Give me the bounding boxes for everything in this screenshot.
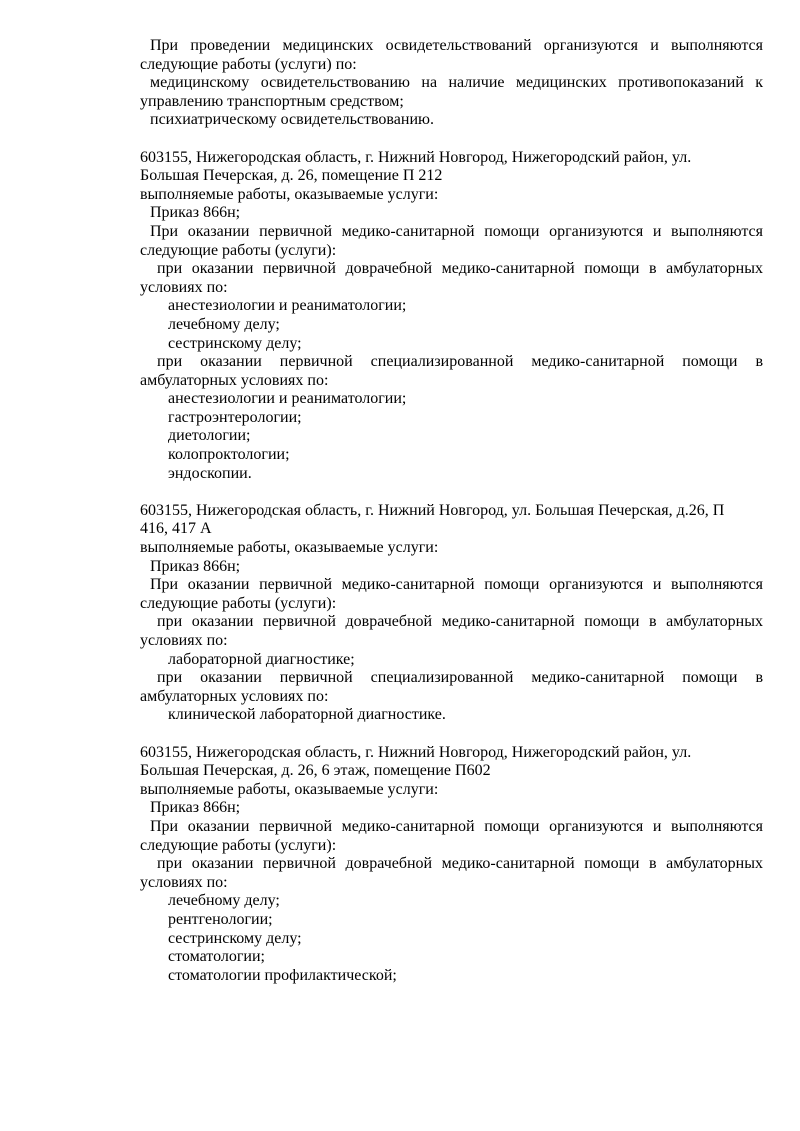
text-line: следующие работы (услуги):	[140, 241, 337, 259]
text-line: Приказ 866н;	[150, 799, 241, 817]
text-line: гастроэнтерологии;	[168, 408, 302, 426]
text-line: выполняемые работы, оказываемые услуги:	[140, 539, 439, 557]
text-line: сестринскому делу;	[168, 334, 302, 352]
text-line: 603155, Нижегородская область, г. Нижний Новгород, Нижегородский район, ул.	[140, 148, 692, 166]
text-line: сестринскому делу;	[168, 929, 302, 947]
text-line: 603155, Нижегородская область, г. Нижний Новгород, Нижегородский район, ул.	[140, 743, 692, 761]
text-line: условиях по:	[140, 278, 228, 296]
text-line: рентгенологии;	[168, 910, 273, 928]
text-line: стоматологии;	[168, 948, 265, 966]
text-line: при оказании первичной доврачебной медико-санитарной помощи в амбулаторных	[157, 855, 763, 873]
license-section-medical-examinations-block	[140, 37, 763, 130]
license-section-address-block-p212	[140, 149, 763, 484]
text-line: следующие работы (услуги) по:	[140, 55, 357, 73]
text-line: при оказании первичной доврачебной медико-санитарной помощи в амбулаторных	[157, 613, 763, 631]
text-line: медицинскому освидетельствованию на наличие медицинских противопоказаний к	[150, 74, 763, 92]
text-line: колопроктологии;	[168, 446, 290, 464]
text-line: При проведении медицинских освидетельствований организуются и выполняются	[150, 37, 763, 54]
text-line: при оказании первичной специализированной медико-санитарной помощи в	[157, 353, 763, 371]
text-line: выполняемые работы, оказываемые услуги:	[140, 185, 439, 203]
text-line: психиатрическому освидетельствованию.	[150, 111, 434, 129]
text-line: амбулаторных условиях по:	[140, 687, 329, 705]
text-line: лечебному делу;	[168, 315, 280, 333]
text-line: При оказании первичной медико-санитарной помощи организуются и выполняются	[150, 576, 763, 594]
text-line: анестезиологии и реаниматологии;	[168, 297, 407, 315]
text-line: Приказ 866н;	[150, 557, 241, 575]
text-line: лабораторной диагностике;	[168, 650, 355, 668]
text-line: амбулаторных условиях по:	[140, 371, 329, 389]
license-section-address-block-p602	[140, 744, 763, 986]
text-line: условиях по:	[140, 873, 228, 891]
text-line: следующие работы (услуги):	[140, 594, 337, 612]
text-line: условиях по:	[140, 632, 228, 649]
text-line: эндоскопии.	[168, 464, 252, 482]
text-line: управлению транспортным средством;	[140, 92, 404, 110]
text-line: лечебному делу;	[168, 892, 280, 910]
text-line: При оказании первичной медико-санитарной помощи организуются и выполняются	[150, 817, 763, 835]
text-line: при оказании первичной доврачебной медико-санитарной помощи в амбулаторных	[157, 260, 763, 278]
text-line: Большая Печерская, д. 26, 6 этаж, помещение П602	[140, 762, 491, 780]
text-line: Большая Печерская, д. 26, помещение П 212	[140, 167, 443, 185]
text-line: диетологии;	[168, 427, 251, 445]
text-line: следующие работы (услуги):	[140, 836, 337, 854]
text-line: Приказ 866н;	[150, 204, 241, 222]
text-line: стоматологии профилактической;	[168, 966, 397, 984]
text-line: при оказании первичной специализированной медико-санитарной помощи в	[157, 669, 763, 687]
text-line: анестезиологии и реаниматологии;	[168, 390, 407, 408]
text-line: 603155, Нижегородская область, г. Нижний Новгород, ул. Большая Печерская, д.26, П	[140, 501, 725, 519]
license-text-document	[140, 37, 763, 985]
text-line: клинической лабораторной диагностике.	[168, 706, 446, 724]
text-line: выполняемые работы, оказываемые услуги:	[140, 780, 439, 798]
text-line: 416, 417 А	[140, 520, 212, 538]
text-line: При оказании первичной медико-санитарной помощи организуются и выполняются	[150, 222, 763, 240]
license-section-address-block-p416-417a	[140, 502, 763, 725]
